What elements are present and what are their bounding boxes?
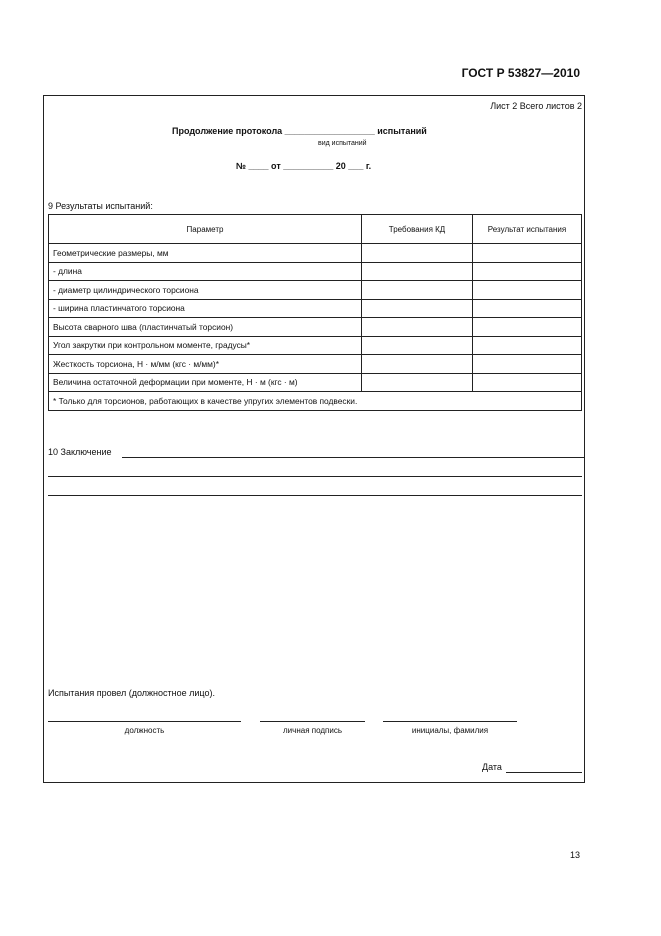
parameter-cell: - ширина пластинчатого торсиона <box>49 299 362 318</box>
result-cell[interactable] <box>473 244 582 263</box>
requirements-cell[interactable] <box>362 373 473 392</box>
result-cell[interactable] <box>473 336 582 355</box>
position-caption: должность <box>124 726 165 735</box>
parameter-cell: Угол закрутки при контрольном моменте, градусы* <box>49 336 362 355</box>
table-row <box>49 355 582 374</box>
table-row <box>49 373 582 392</box>
requirements-cell[interactable] <box>362 262 473 281</box>
requirements-cell[interactable] <box>362 318 473 337</box>
column-header-result: Результат испытания <box>473 215 582 244</box>
date-label: Дата <box>482 762 502 772</box>
requirements-cell[interactable] <box>362 244 473 263</box>
requirements-cell[interactable] <box>362 336 473 355</box>
document-standard-header: ГОСТ Р 53827—2010 <box>461 66 580 80</box>
table-header-row <box>49 215 582 244</box>
results-heading: 9 Результаты испытаний: <box>48 201 153 211</box>
result-cell[interactable] <box>473 299 582 318</box>
column-header-parameter: Параметр <box>49 215 362 244</box>
parameter-cell: Жесткость торсиона, Н · м/мм (кгс · м/мм)* <box>49 355 362 374</box>
result-cell[interactable] <box>473 318 582 337</box>
personal-signature-line[interactable] <box>260 721 365 722</box>
position-signature-line[interactable] <box>48 721 241 722</box>
conclusion-line-3[interactable] <box>48 495 582 496</box>
requirements-cell[interactable] <box>362 281 473 300</box>
name-signature-line[interactable] <box>383 721 517 722</box>
parameter-cell: Геометрические размеры, мм <box>49 244 362 263</box>
table-row <box>49 299 582 318</box>
parameter-cell: Высота сварного шва (пластинчатый торсион) <box>49 318 362 337</box>
sheet-info: Лист 2 Всего листов 2 <box>490 101 582 111</box>
result-cell[interactable] <box>473 355 582 374</box>
conclusion-line-2[interactable] <box>48 476 582 477</box>
conclusion-line-1[interactable] <box>122 457 584 458</box>
table-row <box>49 262 582 281</box>
table-footnote-row <box>49 392 582 411</box>
parameter-cell: - длина <box>49 262 362 281</box>
protocol-subtitle: вид испытаний <box>318 140 367 147</box>
table-row <box>49 281 582 300</box>
parameter-cell: Величина остаточной деформации при моменте, Н · м (кгс · м) <box>49 373 362 392</box>
table-row <box>49 318 582 337</box>
date-line[interactable] <box>506 772 582 773</box>
table-footnote: * Только для торсионов, работающих в качестве упругих элементов подвески. <box>49 392 582 411</box>
signature-caption: личная подпись <box>283 726 342 735</box>
table-row <box>49 244 582 263</box>
name-caption: инициалы, фамилия <box>411 726 489 735</box>
result-cell[interactable] <box>473 262 582 281</box>
conclusion-label: 10 Заключение <box>48 447 112 457</box>
result-cell[interactable] <box>473 373 582 392</box>
result-cell[interactable] <box>473 281 582 300</box>
protocol-number-line: № ____ от __________ 20 ___ г. <box>236 161 372 171</box>
table-row <box>49 336 582 355</box>
column-header-requirements: Требования КД <box>362 215 473 244</box>
protocol-title: Продолжение протокола __________________ испытаний <box>172 126 427 136</box>
page-number: 13 <box>570 850 581 860</box>
requirements-cell[interactable] <box>362 355 473 374</box>
protocol-frame <box>43 95 585 783</box>
parameter-cell: - диаметр цилиндрического торсиона <box>49 281 362 300</box>
signatures-intro: Испытания провел (должностное лицо). <box>48 688 215 698</box>
requirements-cell[interactable] <box>362 299 473 318</box>
results-table <box>48 214 582 411</box>
